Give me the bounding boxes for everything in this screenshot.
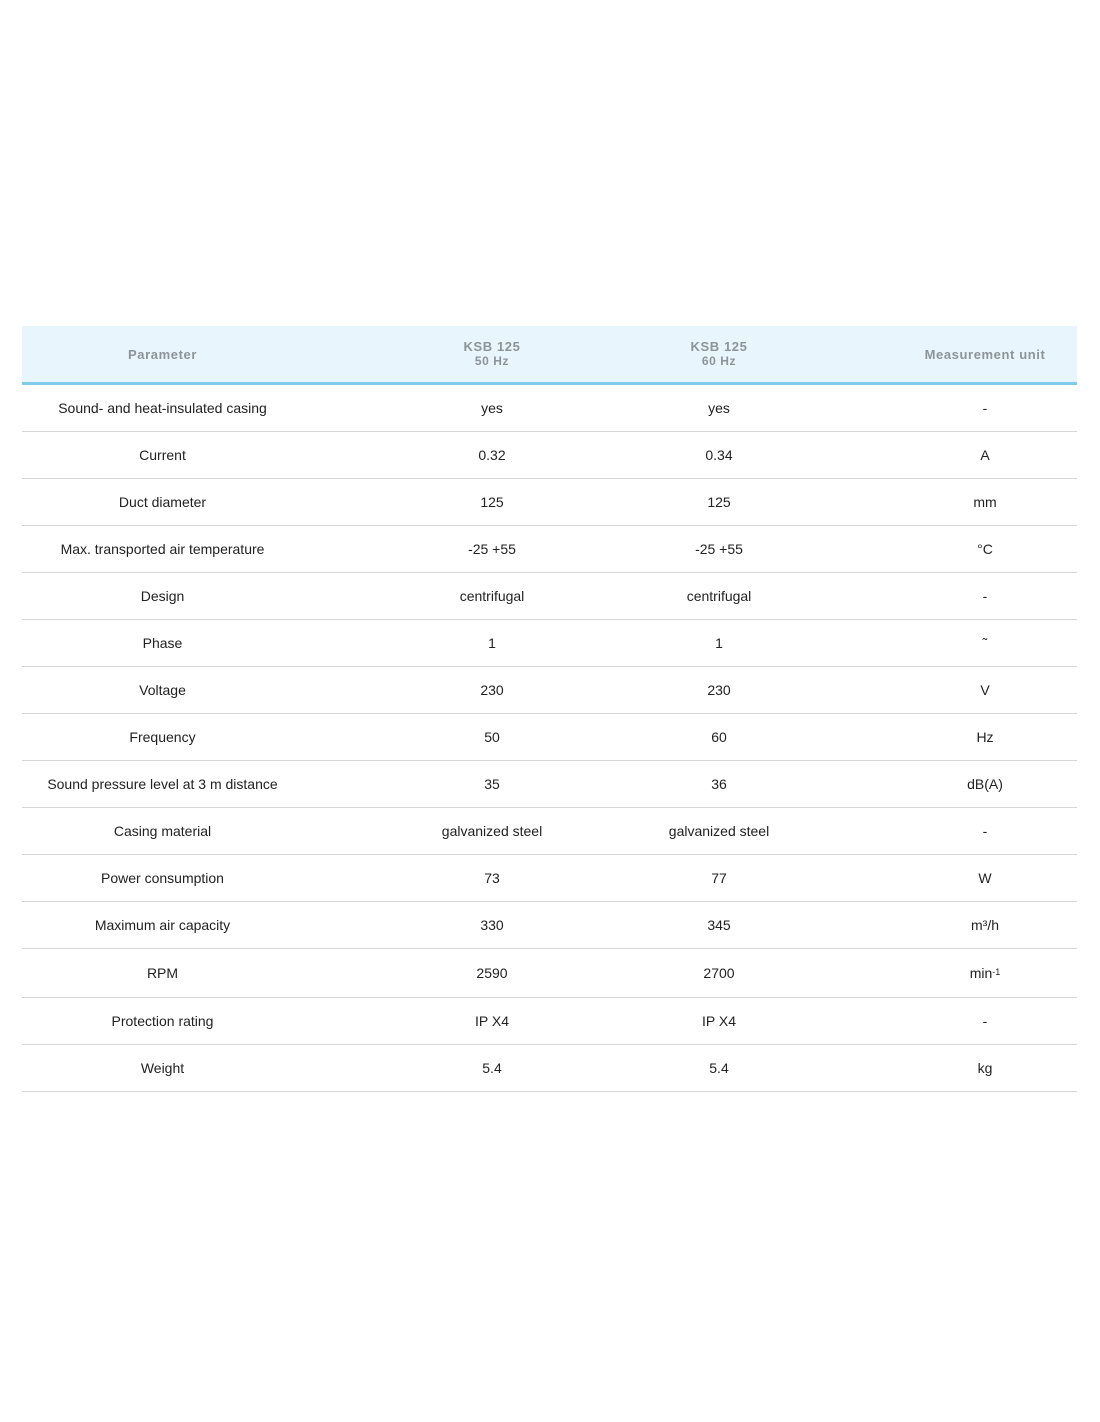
value-60hz: -25 +55 xyxy=(695,541,743,557)
value-50hz: galvanized steel xyxy=(441,823,543,839)
unit-value: mm xyxy=(973,494,997,510)
value-60hz-cell xyxy=(682,479,758,526)
parameter-name-cell xyxy=(22,902,303,949)
unit-value-cell xyxy=(758,432,1077,479)
value-60hz-cell xyxy=(682,384,758,432)
parameter-name-cell xyxy=(22,384,303,432)
parameter-name-cell xyxy=(22,1045,303,1092)
parameter-name: Sound pressure level at 3 m distance xyxy=(47,776,278,792)
parameter-name: Weight xyxy=(140,1060,185,1076)
parameter-name-cell xyxy=(22,479,303,526)
table-row xyxy=(22,714,1077,761)
unit-value-cell xyxy=(758,998,1077,1045)
value-60hz-cell xyxy=(682,432,758,479)
parameter-name-cell xyxy=(22,573,303,620)
unit-value-cell: min $^{-1}$ xyxy=(758,949,1077,998)
unit-value-cell xyxy=(758,714,1077,761)
parameter-name: Voltage xyxy=(139,682,186,698)
value-60hz-cell xyxy=(668,808,770,855)
parameter-name-cell xyxy=(22,855,303,902)
parameter-name-cell xyxy=(22,808,303,855)
specifications-table xyxy=(22,326,1077,1092)
unit-value: kg xyxy=(977,1060,993,1076)
table-row xyxy=(22,479,1077,526)
unit-value: - xyxy=(982,400,988,416)
value-50hz: 50 xyxy=(484,729,500,745)
table-row xyxy=(22,620,1077,667)
value-50hz: -25 +55 xyxy=(468,541,516,557)
unit-value-cell xyxy=(758,573,1077,620)
value-60hz: 125 xyxy=(707,494,731,510)
table-row xyxy=(22,526,1077,573)
value-60hz: galvanized steel xyxy=(668,823,770,839)
parameter-name-cell xyxy=(22,526,303,573)
parameter-name: Phase xyxy=(142,635,183,651)
value-60hz: IP X4 xyxy=(702,1013,736,1029)
table-row xyxy=(22,761,1077,808)
value-50hz: 330 xyxy=(480,917,504,933)
unit-value: - xyxy=(982,588,988,604)
value-60hz-cell xyxy=(682,526,758,573)
value-60hz: 0.34 xyxy=(705,447,733,463)
value-50hz: 125 xyxy=(480,494,504,510)
unit-value-cell xyxy=(758,384,1077,432)
parameter-name: Casing material xyxy=(113,823,212,839)
parameter-name-cell xyxy=(22,620,303,667)
parameter-name: Maximum air capacity xyxy=(94,917,231,933)
header-unit-label: Measurement unit xyxy=(924,346,1046,362)
parameter-name-cell xyxy=(22,949,303,998)
header-parameter xyxy=(22,326,303,384)
unit-value-cell xyxy=(758,855,1077,902)
value-60hz: yes xyxy=(708,400,730,416)
parameter-name: Frequency xyxy=(129,729,196,745)
value-60hz-cell xyxy=(682,714,758,761)
table-row xyxy=(22,573,1077,620)
value-60hz: 230 xyxy=(707,682,731,698)
header-row xyxy=(22,326,1077,384)
unit-value: °C xyxy=(977,541,993,557)
unit-value: dB(A) xyxy=(967,776,1003,792)
header-unit xyxy=(758,326,1077,384)
header-model-60hz-name: KSB 125 xyxy=(690,339,748,354)
value-50hz: 0.32 xyxy=(478,447,506,463)
value-60hz: 77 xyxy=(711,870,727,886)
value-60hz-cell xyxy=(682,1045,758,1092)
unit-value-cell xyxy=(758,667,1077,714)
unit-value: W xyxy=(978,870,992,886)
parameter-name-cell xyxy=(22,998,303,1045)
value-60hz: 60 xyxy=(711,729,727,745)
parameter-name-cell xyxy=(22,432,303,479)
value-50hz: 5.4 xyxy=(482,1060,502,1076)
table-row xyxy=(22,855,1077,902)
value-60hz-cell xyxy=(682,573,758,620)
value-60hz: 345 xyxy=(707,917,731,933)
value-60hz: 2700 xyxy=(703,965,735,981)
value-60hz: centrifugal xyxy=(686,588,752,604)
unit-value-cell xyxy=(758,902,1077,949)
table-row xyxy=(22,998,1077,1045)
header-parameter-label: Parameter xyxy=(128,346,197,362)
unit-value: - xyxy=(982,823,988,839)
table-row xyxy=(22,432,1077,479)
header-model-60hz-frequency: 60 Hz xyxy=(701,354,737,368)
unit-value: V xyxy=(980,682,990,698)
unit-value-cell xyxy=(758,761,1077,808)
value-60hz-cell xyxy=(682,855,758,902)
value-50hz: 2590 xyxy=(476,965,508,981)
unit-value-cell xyxy=(758,620,1077,667)
unit-value: - xyxy=(982,1013,988,1029)
value-60hz: 36 xyxy=(711,776,727,792)
table-row xyxy=(22,949,1077,998)
value-60hz-cell xyxy=(682,667,758,714)
table-row xyxy=(22,667,1077,714)
unit-value-cell xyxy=(758,1045,1077,1092)
value-60hz: 1 xyxy=(715,635,723,651)
unit-value: ˜ xyxy=(982,635,988,651)
table-row xyxy=(22,384,1077,432)
unit-value: Hz xyxy=(976,729,994,745)
value-50hz: IP X4 xyxy=(475,1013,509,1029)
unit-value-cell xyxy=(758,808,1077,855)
value-50hz: 73 xyxy=(484,870,500,886)
parameter-name: RPM xyxy=(146,965,179,981)
unit-value-cell xyxy=(758,479,1077,526)
value-50hz: centrifugal xyxy=(459,588,525,604)
value-60hz-cell xyxy=(682,949,758,998)
parameter-name: Power consumption xyxy=(101,870,224,886)
header-model-60hz xyxy=(682,326,758,384)
table-body xyxy=(22,384,1077,1092)
parameter-name-cell xyxy=(22,667,303,714)
unit-value: min xyxy=(969,965,993,981)
unit-value-cell xyxy=(758,526,1077,573)
value-60hz-cell xyxy=(682,998,758,1045)
value-50hz: 230 xyxy=(480,682,504,698)
table-header xyxy=(22,326,1077,384)
value-50hz: yes xyxy=(481,400,503,416)
value-60hz-cell xyxy=(682,620,758,667)
value-50hz: 35 xyxy=(484,776,500,792)
value-60hz-cell xyxy=(682,902,758,949)
unit-value: m³/h xyxy=(971,917,999,933)
header-model-50hz-name: KSB 125 xyxy=(463,339,521,354)
parameter-name-cell xyxy=(22,714,303,761)
header-model-50hz-frequency: 50 Hz xyxy=(474,354,510,368)
value-60hz-cell xyxy=(682,761,758,808)
value-60hz: 5.4 xyxy=(709,1060,729,1076)
table-row xyxy=(22,1045,1077,1092)
table-row xyxy=(22,902,1077,949)
parameter-name: Current xyxy=(139,447,186,463)
parameter-name: Sound- and heat-insulated casing xyxy=(58,400,267,416)
parameter-name: Design xyxy=(140,588,185,604)
parameter-name-cell xyxy=(22,761,303,808)
parameter-name: Protection rating xyxy=(111,1013,214,1029)
parameter-name: Duct diameter xyxy=(118,494,207,510)
unit-value: A xyxy=(980,447,990,463)
parameter-name: Max. transported air temperature xyxy=(60,541,265,557)
table-row xyxy=(22,808,1077,855)
value-50hz: 1 xyxy=(488,635,496,651)
